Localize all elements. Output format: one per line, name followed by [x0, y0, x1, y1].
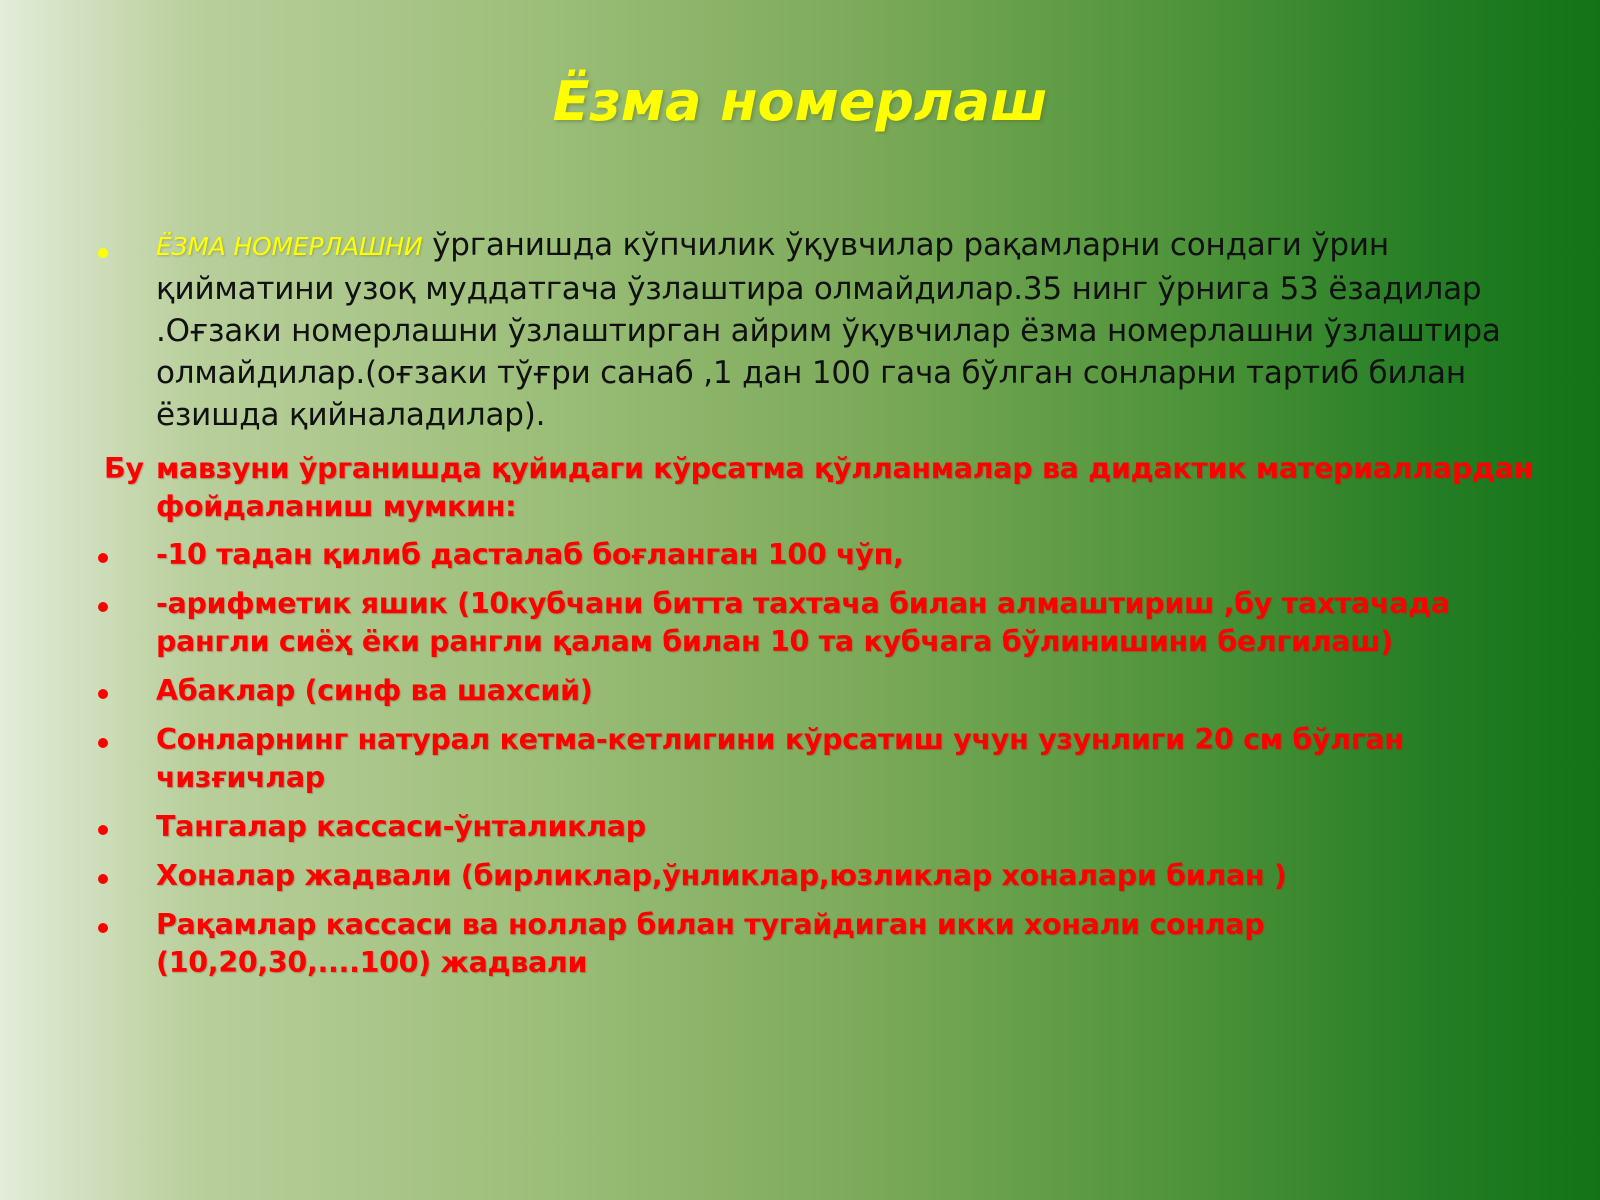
list-item-text: Рақамлар кассаси ва ноллар билан тугайдиган икки хонали сонлар (10,20,30,....100) жадвали: [156, 908, 1265, 979]
intro-text: ўрганишда кўпчилик ўқувчилар рақамларни сондаги ўрин қийматини узоқ муддатгача ўзлаштира олмайдилар.35 нинг ўрнига 53 ёзадилар .Оғзаки номерлашни ўзлаштирган айрим ўқувчилар ёзма номерлашни ўзлаштира олмайдилар.(оғзаки тўғри санаб ,1 дан 100 гача бўлган сонларни тартиб билан ёзишда қийналадилар).: [156, 227, 1501, 433]
bullet-icon: [98, 874, 108, 884]
materials-note: [96, 450, 1536, 526]
list-item-text: Тангалар кассаси-ўнталиклар: [156, 810, 646, 843]
bullet-icon: [98, 689, 108, 699]
bullet-icon: [98, 602, 108, 612]
list-item: [96, 536, 1536, 574]
list-item: [96, 672, 1536, 710]
list-item: [96, 585, 1536, 661]
list-item-text: -арифметик яшик (10кубчани битта тахтача билан алмаштириш ,бу тахтачада рангли сиёҳ ёки рангли қалам билан 10 та кубчага бўлинишини белгилаш): [156, 587, 1450, 658]
list-item-text: Абаклар (синф ва шахсий): [156, 674, 593, 707]
list-item-text: -10 тадан қилиб дасталаб боғланган 100 чўп,: [156, 538, 904, 571]
bullet-icon: [98, 248, 108, 258]
list-item: [96, 721, 1536, 797]
bullet-icon: [98, 553, 108, 563]
slide-title: Ёзма номерлаш: [552, 70, 1048, 133]
list-item: [96, 808, 1536, 846]
list-item: [96, 857, 1536, 895]
note-lead-text: Бу: [104, 452, 144, 485]
list-item: [96, 906, 1536, 982]
slide-content: [96, 224, 1536, 993]
bullet-icon: [98, 923, 108, 933]
intro-paragraph: [96, 224, 1536, 436]
intro-lead-text: ЁЗМА НОМЕРЛАШНИ: [156, 232, 423, 261]
list-item-text: Хоналар жадвали (бирликлар,ўнликлар,юзликлар хоналари билан ): [156, 859, 1287, 892]
note-text: мавзуни ўрганишда қуйидаги кўрсатма қўлланмалар ва дидактик материаллардан фойдаланиш мумкин:: [156, 452, 1533, 523]
bullet-icon: [98, 825, 108, 835]
list-item-text: Сонларнинг натурал кетма-кетлигини кўрсатиш учун узунлиги 20 см бўлган чизғичлар: [156, 723, 1404, 794]
bullet-icon: [98, 738, 108, 748]
